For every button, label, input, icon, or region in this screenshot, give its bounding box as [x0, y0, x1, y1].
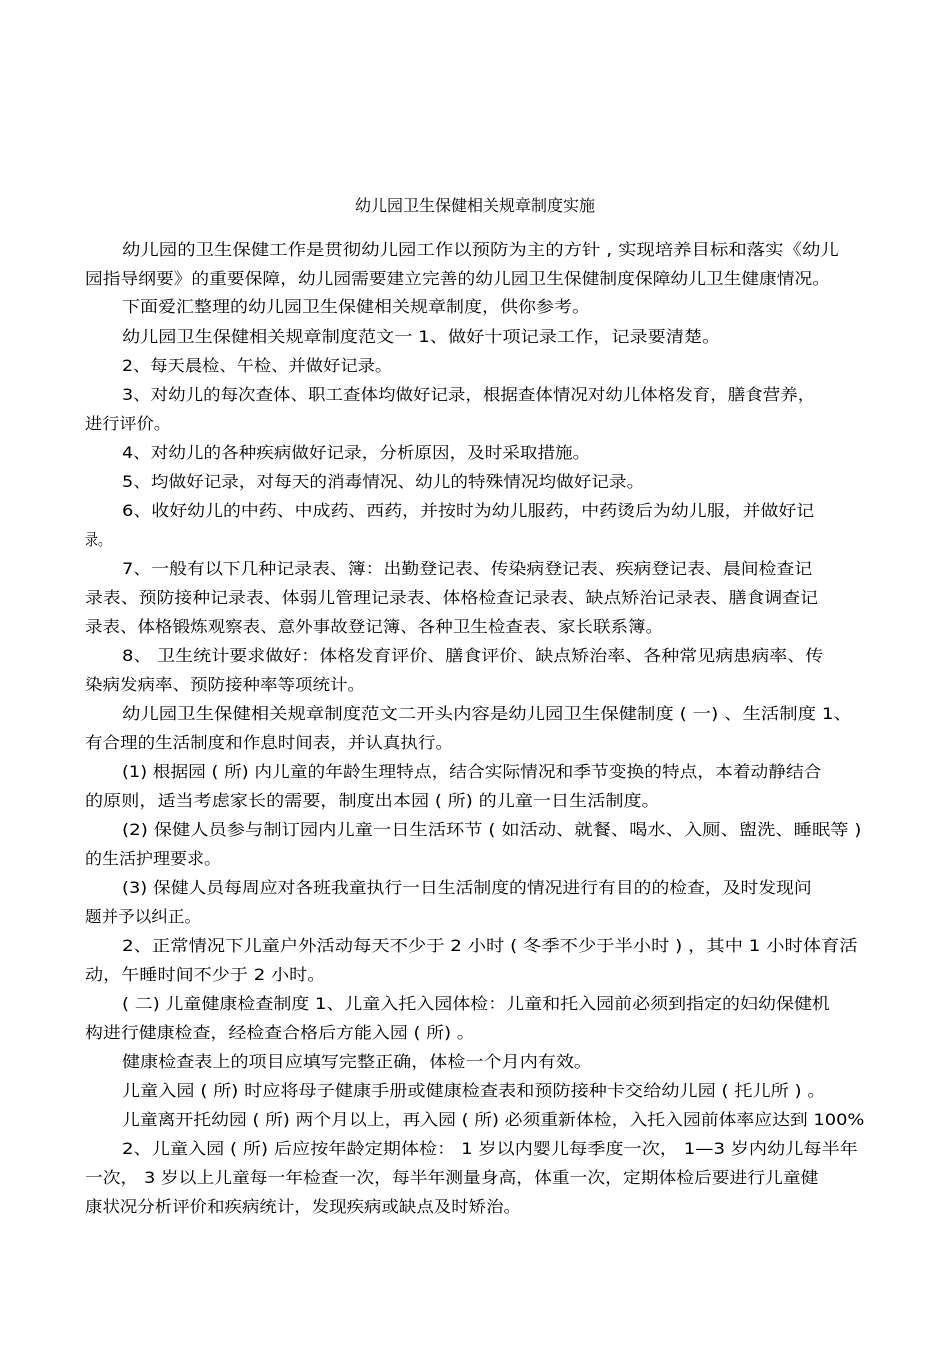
paragraph-line: 6、收好幼儿的中药、中成药、西药，并按时为幼儿服药，中药烫后为幼儿服，并做好记 [122, 501, 815, 520]
paragraph-line: 幼儿园卫生保健相关规章制度范文二开头内容是幼儿园卫生保健制度 ( 一) 、生活制度 1、 [122, 704, 853, 723]
paragraph-line: 的原则，适当考虑家长的需要，制度出本园 ( 所) 的儿童一日生活制度。 [85, 791, 660, 810]
document-title: 幼儿园卫生保健相关规章制度实施 [354, 196, 595, 215]
paragraph-line: 录表、体格锻炼观察表、意外事故登记簿、各种卫生检查表、家长联系簿。 [85, 617, 664, 636]
paragraph-line: 题并予以纠正。 [85, 907, 202, 926]
paragraph-line: 幼儿园的卫生保健工作是贯彻幼儿园工作以预防为主的方针 , 实现培养目标和落实《幼儿 [122, 240, 839, 259]
paragraph-line: 的生活护理要求。 [85, 849, 222, 868]
paragraph-line: 儿童入园 ( 所) 时应将母子健康手册或健康检查表和预防接种卡交给幼儿园 ( 托儿所 ) 。 [122, 1081, 826, 1100]
paragraph-line: 染病发病率、预防接种率等项统计。 [85, 675, 366, 694]
paragraph-line: 康状况分析评价和疾病统计，发现疾病或缺点及时矫治。 [85, 1197, 522, 1216]
paragraph-line: 2、正常情况下儿童户外活动每天不少于 2 小时 ( 冬季不少于半小时 ) ，其中 1 小时体育活 [122, 936, 858, 955]
paragraph-line: 录表、预防接种记录表、体弱儿管理记录表、体格检查记录表、缺点矫治记录表、膳食调查记 [85, 588, 819, 607]
paragraph-line: 构进行健康检查，经检查合格后方能入园 ( 所) 。 [85, 1023, 475, 1042]
paragraph-line: 进行评价。 [85, 414, 172, 433]
paragraph-line: 一次， 3 岁以上儿童每一年检查一次，每半年测量身高，体重一次，定期体检后要进行儿童健 [85, 1168, 819, 1187]
paragraph-line: 5、均做好记录，对每天的消毒情况、幼儿的特殊情况均做好记录。 [122, 472, 645, 491]
paragraph-line: 有合理的生活制度和作息时间表，并认真执行。 [85, 733, 454, 752]
paragraph-line: ( 二) 儿童健康检查制度 1、儿童入托入园体检：儿童和托入园前必须到指定的妇幼保健机 [122, 994, 830, 1013]
paragraph-line: 8、 卫生统计要求做好：体格发育评价、膳食评价、缺点矫治率、各种常见病患病率、传 [122, 646, 824, 665]
paragraph-line: (2) 保健人员参与制订园内儿童一日生活环节 ( 如活动、就餐、喝水、入厕、盥洗、睡眠等 ) [122, 820, 862, 839]
paragraph-line: (3) 保健人员每周应对各班我童执行一日生活制度的情况进行有目的的检查，及时发现问 [122, 878, 812, 897]
paragraph-line: 2、儿童入园 ( 所) 后应按年龄定期体检： 1 岁以内婴儿每季度一次， 1—3 岁内幼儿每半年 [122, 1139, 858, 1158]
paragraph-line: 3、对幼儿的每次查体、职工查体均做好记录，根据查体情况对幼儿体格发育，膳食营养， [122, 385, 816, 404]
paragraph-line: 2、每天晨检、午检、并做好记录。 [122, 356, 393, 375]
paragraph-line: 录。 [85, 530, 112, 549]
paragraph-line: 园指导纲要》的重要保障，幼儿园需要建立完善的幼儿园卫生保健制度保障幼儿卫生健康情况。 [85, 269, 831, 288]
paragraph-line: 儿童离开托幼园 ( 所) 两个月以上，再入园 ( 所) 必须重新体检，入托入园前体率应达到 100% [122, 1110, 865, 1129]
paragraph-line: 动，午睡时间不少于 2 小时。 [85, 965, 326, 984]
paragraph-line: 幼儿园卫生保健相关规章制度范文一 1、做好十项记录工作，记录要清楚。 [122, 327, 721, 346]
paragraph-line: 7、一般有以下几种记录表、簿：出勤登记表、传染病登记表、疾病登记表、晨间检查记 [122, 559, 813, 578]
paragraph-line: (1) 根据园 ( 所) 内儿童的年龄生理特点，结合实际情况和季节变换的特点，本着动静结合 [122, 762, 822, 781]
paragraph-line: 4、对幼儿的各种疾病做好记录，分析原因，及时采取措施。 [122, 443, 591, 462]
paragraph-line: 健康检查表上的项目应填写完整正确，体检一个月内有效。 [122, 1052, 593, 1071]
paragraph-line: 下面爱汇整理的幼儿园卫生保健相关规章制度，供你参考。 [122, 297, 591, 316]
